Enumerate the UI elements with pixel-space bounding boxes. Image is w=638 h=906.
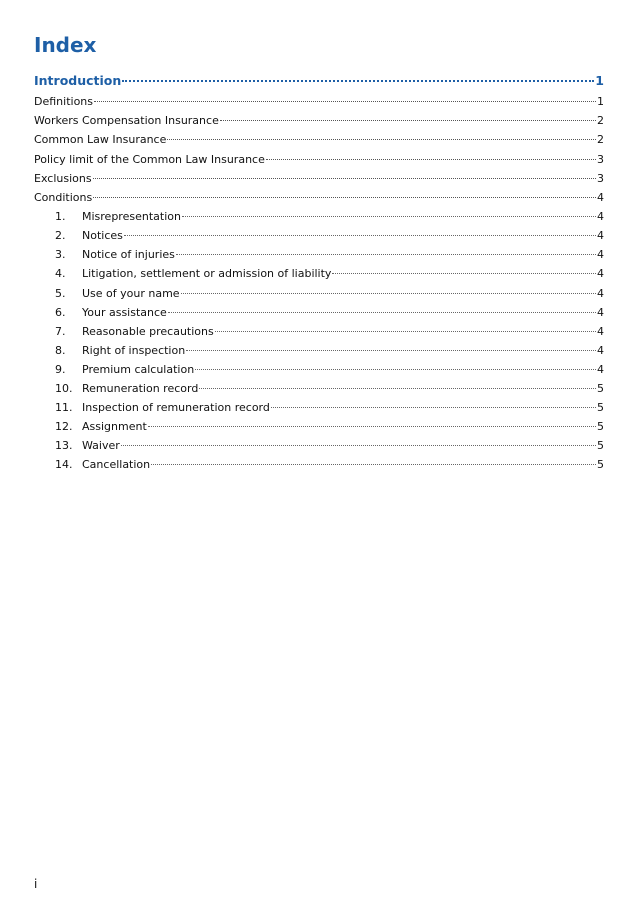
condition-label: Premium calculation	[82, 362, 195, 376]
condition-label: Inspection of remuneration record	[82, 401, 270, 415]
page-title: Index	[34, 33, 97, 57]
dot-leader	[195, 368, 596, 370]
toc-entry-label: Exclusions	[34, 171, 92, 185]
toc-page-number: 3	[597, 171, 604, 185]
condition-number: 6.	[55, 305, 66, 319]
toc-entry-workers-compensation[interactable]	[34, 111, 604, 130]
condition-label: Misrepresentation	[82, 210, 181, 224]
toc-condition-entry[interactable]	[34, 303, 604, 322]
dot-leader	[271, 406, 596, 408]
condition-label: Waiver	[82, 439, 120, 453]
dot-leader	[199, 387, 596, 389]
toc-condition-entry[interactable]	[34, 341, 604, 360]
dot-leader	[176, 253, 596, 255]
condition-number: 7.	[55, 324, 66, 338]
condition-label: Reasonable precautions	[82, 324, 214, 338]
toc-condition-entry[interactable]	[34, 207, 604, 226]
condition-number: 8.	[55, 343, 66, 357]
toc-entry-label: Definitions	[34, 95, 93, 108]
toc-condition-entry[interactable]	[34, 245, 604, 264]
toc-page-number: 4	[597, 248, 604, 262]
toc-condition-entry[interactable]	[34, 417, 604, 436]
condition-label: Assignment	[82, 420, 147, 434]
toc-page-number: 1	[597, 95, 604, 108]
toc-entry-policy-limit[interactable]	[34, 150, 604, 169]
toc-condition-entry[interactable]	[34, 360, 604, 379]
condition-label: Notices	[82, 229, 123, 243]
condition-number: 9.	[55, 362, 66, 376]
toc-page-number: 5	[597, 381, 604, 395]
condition-number: 13.	[55, 439, 73, 453]
condition-label: Remuneration record	[82, 381, 199, 395]
toc-entry-label: Conditions	[34, 190, 93, 204]
dot-leader	[151, 463, 596, 465]
dot-leader	[181, 292, 596, 294]
dot-leader	[266, 158, 596, 160]
toc-page-number: 5	[597, 439, 604, 453]
condition-number: 5.	[55, 286, 66, 300]
toc-page-number: 5	[597, 458, 604, 472]
toc-entry-conditions[interactable]	[34, 188, 604, 207]
toc-page-number: 2	[597, 133, 604, 147]
toc-page-number: 1	[595, 73, 604, 88]
dot-leader	[186, 349, 596, 351]
toc-page-number: 4	[597, 286, 604, 300]
toc-entry-label: Policy limit of the Common Law Insurance	[34, 152, 265, 166]
dot-leader	[220, 119, 596, 121]
toc-page-number: 4	[597, 190, 604, 204]
condition-label: Use of your name	[82, 286, 180, 300]
condition-label: Cancellation	[82, 458, 151, 472]
toc-page-number: 4	[597, 305, 604, 319]
toc-page-number: 4	[597, 362, 604, 376]
dot-leader	[93, 177, 596, 179]
condition-number: 11.	[55, 401, 73, 415]
dot-leader	[93, 196, 596, 198]
toc-entry-definitions[interactable]	[34, 92, 604, 111]
condition-label: Litigation, settlement or admission of liability	[82, 267, 332, 281]
toc-condition-entry[interactable]	[34, 226, 604, 245]
dot-leader	[121, 444, 596, 446]
condition-label: Right of inspection	[82, 343, 186, 357]
condition-number: 10.	[55, 381, 73, 395]
toc-entry-common-law[interactable]	[34, 130, 604, 149]
condition-number: 2.	[55, 229, 66, 243]
conditions-list	[34, 207, 604, 474]
toc-page-number: 4	[597, 324, 604, 338]
toc-condition-entry[interactable]	[34, 284, 604, 303]
toc-page-number: 4	[597, 343, 604, 357]
toc-page-number: 2	[597, 114, 604, 128]
toc-page-number: 3	[597, 152, 604, 166]
toc-entry-label: Introduction	[34, 73, 122, 88]
toc-entry-label: Workers Compensation Insurance	[34, 114, 219, 128]
dot-leader	[168, 311, 596, 313]
dot-leader	[167, 138, 596, 140]
page-footer-number: i	[34, 877, 38, 891]
toc-condition-entry[interactable]	[34, 398, 604, 417]
condition-number: 1.	[55, 210, 66, 224]
condition-number: 4.	[55, 267, 66, 281]
table-of-contents	[34, 70, 604, 474]
toc-condition-entry[interactable]	[34, 436, 604, 455]
toc-entry-label: Common Law Insurance	[34, 133, 167, 147]
toc-entry-introduction[interactable]	[34, 70, 604, 92]
dot-leader	[124, 234, 596, 236]
condition-number: 3.	[55, 248, 66, 262]
toc-page-number: 4	[597, 267, 604, 281]
dot-leader	[332, 272, 596, 274]
condition-number: 12.	[55, 420, 73, 434]
toc-entry-exclusions[interactable]	[34, 169, 604, 188]
dot-leader	[94, 100, 596, 102]
toc-condition-entry[interactable]	[34, 379, 604, 398]
dot-leader	[215, 330, 596, 332]
toc-page-number: 4	[597, 229, 604, 243]
toc-page-number: 5	[597, 401, 604, 415]
dot-leader	[182, 215, 596, 217]
toc-condition-entry[interactable]	[34, 264, 604, 283]
dot-leader	[148, 425, 596, 427]
toc-condition-entry[interactable]	[34, 455, 604, 474]
toc-page-number: 5	[597, 420, 604, 434]
condition-label: Notice of injuries	[82, 248, 175, 262]
toc-condition-entry[interactable]	[34, 322, 604, 341]
condition-label: Your assistance	[82, 305, 167, 319]
toc-page-number: 4	[597, 210, 604, 224]
dot-leader	[122, 79, 594, 82]
condition-number: 14.	[55, 458, 73, 472]
